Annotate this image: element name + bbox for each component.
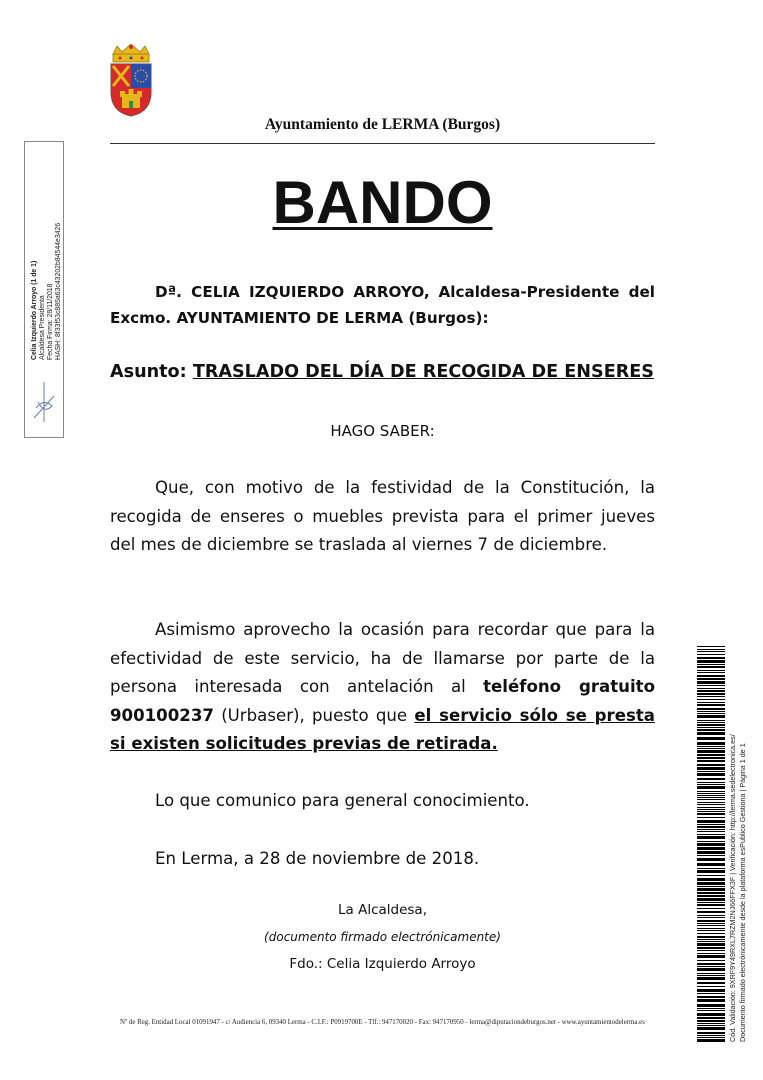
- body-paragraph-2: [110, 616, 655, 759]
- handwritten-signature-icon: [30, 378, 58, 428]
- body-paragraph-3: Lo que comunico para general conocimiento.: [155, 791, 530, 810]
- asunto-label: Asunto:: [110, 362, 187, 382]
- declarant-role: Alcaldesa-Presidente del Excmo. AYUNTAMIENTO DE LERMA (Burgos):: [110, 283, 656, 327]
- electronic-signature-box: [24, 141, 64, 438]
- page-title: [110, 168, 655, 238]
- signature-note: (documento firmado electrónicamente): [264, 930, 501, 944]
- sig-role: Alcaldesa Presidenta: [39, 295, 46, 360]
- declarant-line: [110, 279, 655, 331]
- validation-text: [728, 646, 747, 1042]
- signature-name: Fdo.: Celia Izquierdo Arroyo: [289, 956, 476, 972]
- hago-saber: HAGO SABER:: [330, 422, 435, 440]
- coat-of-arms-icon: [108, 44, 154, 118]
- bando-title: BANDO: [272, 169, 493, 236]
- sig-hash: HASH: 8f33f53c885a63c43202b84544e3426: [55, 222, 62, 360]
- footer-contact: Nº de Reg. Entidad Local 01091947 - c/ Audiencia 6, 09340 Lerma - C.I.F.: P0919700E - Tlf.: 947170020 - Fax: 947170950 - lerma@diputaciondeburgos.net - www.ayuntamientodelerma.es: [120, 1019, 645, 1026]
- declarant-name: Dª. CELIA IZQUIERDO ARROYO,: [155, 283, 430, 301]
- p2-text-b: (Urbaser), puesto que: [213, 705, 415, 725]
- header-divider: [110, 143, 655, 144]
- p2-emphasis: el servicio sólo se presta si existen solicitudes previas de retirada.: [110, 705, 655, 753]
- p2-text-a: Asimismo aprovecho la ocasión para recordar que para la efectividad de este servicio, ha de llamarse por parte de la persona interesada con antelación al: [110, 620, 655, 696]
- p2-phone: teléfono gratuito 900100237: [110, 677, 655, 725]
- validation-platform: Documento firmado electrónicamente desde la plataforma esPublico Gestiona | Página 1 de 1: [737, 743, 747, 1042]
- asunto-line: [110, 362, 655, 382]
- signature-details: [31, 150, 63, 360]
- sig-date: Fecha Firma: 28/11/2018: [47, 283, 54, 360]
- body-paragraph-1: Que, con motivo de la festividad de la Constitución, la recogida de enseres o muebles prevista para el primer jueves del mes de diciembre se traslada al viernes 7 de diciembre.: [110, 478, 655, 554]
- body-paragraph-4: En Lerma, a 28 de noviembre de 2018.: [155, 849, 480, 868]
- barcode-icon: [697, 646, 725, 1042]
- validation-code: Cód. Validación: 9XRF9Y49RXL7RZM2NJ66FFX3F | Verificación: http://lerma.sedelectronica.es/: [728, 734, 737, 1042]
- sig-signer: Celia Izquierdo Arroyo (1 de 1): [31, 260, 38, 360]
- ayuntamiento-header: Ayuntamiento de LERMA (Burgos): [264, 116, 501, 133]
- signature-role: La Alcaldesa,: [338, 902, 427, 918]
- asunto-text: TRASLADO DEL DÍA DE RECOGIDA DE ENSERES: [192, 362, 654, 382]
